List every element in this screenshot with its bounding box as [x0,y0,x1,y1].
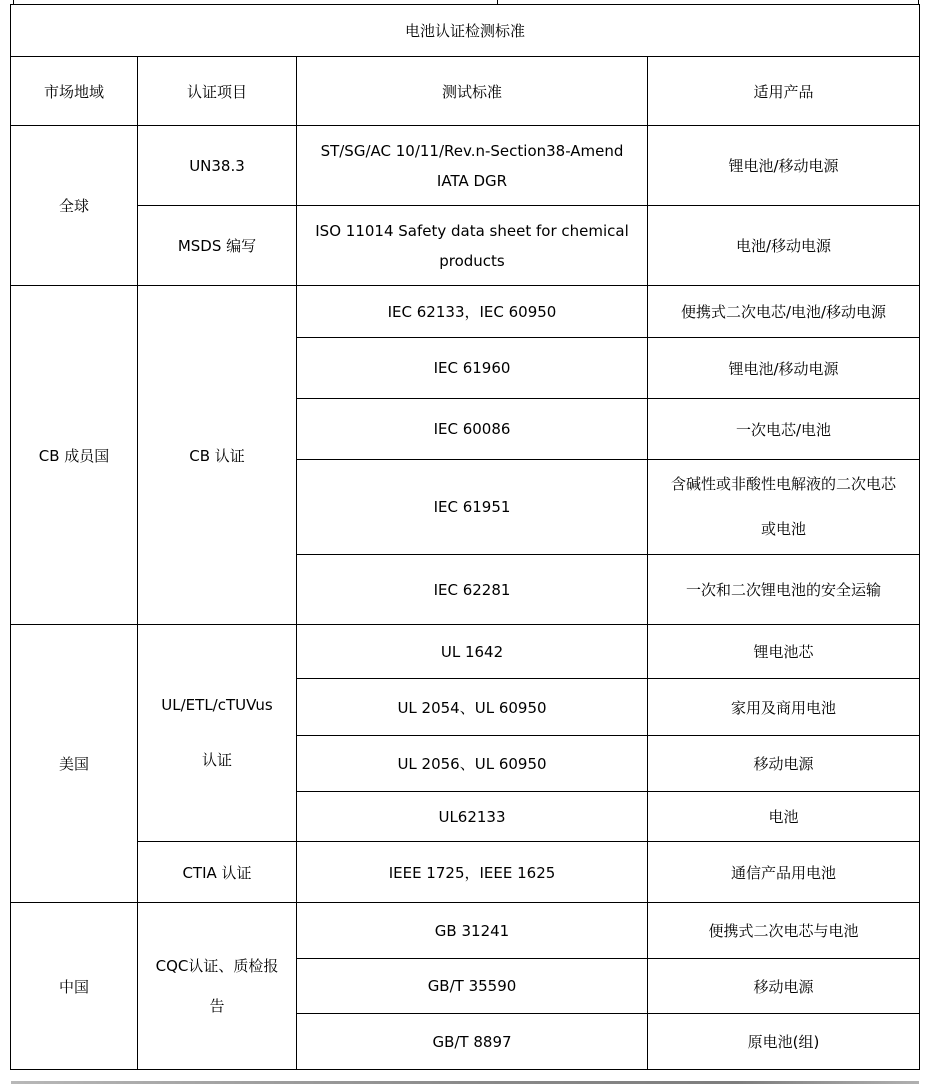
column-header-cert-project: 认证项目 [138,57,297,126]
standard-cell: IEC 62281 [297,555,648,625]
product-cell: 便携式二次电芯与电池 [648,903,920,959]
page-title: 电池认证检测标准 [11,5,920,57]
table-row [11,625,920,679]
standard-cell: UL62133 [297,792,648,842]
project-cell-un383: UN38.3 [138,126,297,206]
product-cell [648,460,920,555]
product-cell: 移动电源 [648,736,920,792]
product-cell: 通信产品用电池 [648,842,920,903]
standard-cell: GB 31241 [297,903,648,959]
standard-cell: IEEE 1725，IEEE 1625 [297,842,648,903]
product-cell: 家用及商用电池 [648,679,920,736]
table-row [11,286,920,338]
standard-line: products [439,251,505,270]
project-line: CQC认证、质检报 [155,957,279,975]
table-row [11,842,920,903]
product-line: 或电池 [761,520,807,538]
product-cell: 一次电芯/电池 [648,399,920,460]
product-cell: 锂电池/移动电源 [648,338,920,399]
region-cell-usa: 美国 [11,625,138,903]
standard-cell: UL 2054、UL 60950 [297,679,648,736]
column-header-market-region: 市场地域 [11,57,138,126]
product-cell: 锂电池/移动电源 [648,126,920,206]
product-cell: 电池/移动电源 [648,206,920,286]
column-header-applicable-product: 适用产品 [648,57,920,126]
standard-cell [297,126,648,206]
product-cell: 一次和二次锂电池的安全运输 [648,555,920,625]
project-line: UL/ETL/cTUVus [161,696,273,714]
standard-cell: IEC 60086 [297,399,648,460]
project-line: 告 [209,997,225,1015]
table-row [11,126,920,206]
project-cell-cqc [138,903,297,1070]
product-line: 含碱性或非酸性电解液的二次电芯 [671,475,897,493]
table-bottom-shadow [11,1081,919,1084]
standard-cell: GB/T 8897 [297,1014,648,1070]
project-cell-msds: MSDS 编写 [138,206,297,286]
standard-cell: IEC 61960 [297,338,648,399]
battery-certification-table [10,4,920,1070]
table-header-row [11,57,920,126]
standard-cell: IEC 62133，IEC 60950 [297,286,648,338]
standard-line: ST/SG/AC 10/11/Rev.n-Section38-Amend [320,141,624,160]
project-cell-ctia: CTIA 认证 [138,842,297,903]
table-row [11,903,920,959]
project-cell-cb: CB 认证 [138,286,297,625]
region-cell-global: 全球 [11,126,138,286]
project-cell-ul-etl [138,625,297,842]
product-cell: 原电池(组) [648,1014,920,1070]
standard-cell: UL 2056、UL 60950 [297,736,648,792]
product-cell: 锂电池芯 [648,625,920,679]
table-row [11,206,920,286]
product-cell: 移动电源 [648,959,920,1014]
standard-cell: IEC 61951 [297,460,648,555]
standard-line: ISO 11014 Safety data sheet for chemical [315,221,629,240]
standard-cell: GB/T 35590 [297,959,648,1014]
column-header-test-standard: 测试标准 [297,57,648,126]
table-row [11,5,920,57]
region-cell-china: 中国 [11,903,138,1070]
standard-cell: UL 1642 [297,625,648,679]
project-line: 认证 [201,751,232,769]
product-cell: 便携式二次电芯/电池/移动电源 [648,286,920,338]
standard-line: IATA DGR [436,171,508,190]
product-cell: 电池 [648,792,920,842]
region-cell-cb: CB 成员国 [11,286,138,625]
standard-cell [297,206,648,286]
